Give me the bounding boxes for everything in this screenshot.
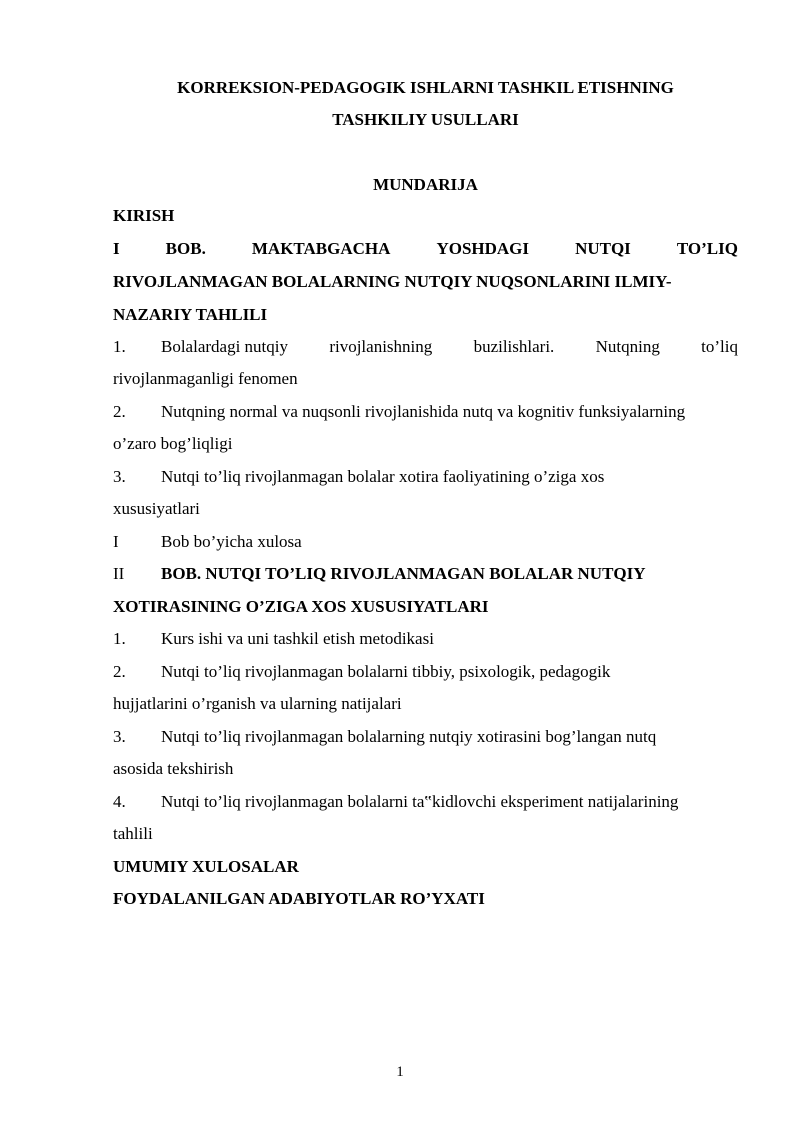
toc-entry-number: 2. <box>113 662 126 681</box>
toc-entry-references: FOYDALANILGAN ADABIYOTLAR RO’YXATI <box>113 889 485 908</box>
document-title-line-2: TASHKILIY USULLARI <box>332 110 519 129</box>
toc-entry-2-2-line-1 <box>113 656 738 688</box>
document-title-line-1: KORREKSION-PEDAGOGIK ISHLARNI TASHKIL ETISHNING <box>177 78 674 97</box>
toc-entry-text: Nutqi to’liq rivojlanmagan bolalarning nutqiy xotirasini bog’langan nutq <box>161 727 657 746</box>
toc-entry-text: Nutqi to’liq rivojlanmagan bolalarni ta‟kidlovchi eksperiment natijalarining <box>161 792 679 811</box>
toc-entry-text: BOB. NUTQI TO’LIQ RIVOJLANMAGAN BOLALAR NUTQIY <box>161 564 646 583</box>
toc-entry-word: rivojlanishning <box>329 337 433 356</box>
toc-entry-1-1-line-1 <box>113 331 738 363</box>
toc-entry-chapter-2-line-2: XOTIRASINING O’ZIGA XOS XUSUSIYATLARI <box>113 597 489 616</box>
toc-entry-number: 4. <box>113 792 126 811</box>
toc-heading: MUNDARIJA <box>373 175 478 194</box>
toc-entry-number: 2. <box>113 402 126 421</box>
toc-entry-conclusions: UMUMIY XULOSALAR <box>113 857 299 876</box>
toc-entry-word: to’liq <box>701 337 738 356</box>
toc-entry-word: Nutqning <box>595 337 660 356</box>
toc-entry-number: 3. <box>113 467 126 486</box>
toc-entry-number: I <box>113 532 119 551</box>
toc-entry-2-3-line-2: asosida tekshirish <box>113 759 234 778</box>
toc-entry-1-2-line-2: o’zaro bog’liqligi <box>113 434 233 453</box>
chapter-1-word: MAKTABGACHA <box>251 239 391 258</box>
page-number: 1 <box>396 1064 404 1080</box>
toc-entry-number-with-text <box>113 331 288 363</box>
toc-entry-text: Kurs ishi va uni tashkil etish metodikasi <box>161 629 434 648</box>
toc-entry-1-3-line-1 <box>113 461 738 493</box>
toc-entry-2-4-line-1 <box>113 786 738 818</box>
toc-entry-text: Nutqi to’liq rivojlanmagan bolalar xotira faoliyatining o’ziga xos <box>161 467 605 486</box>
toc-entry-chapter-1-line-3: NAZARIY TAHLILI <box>113 305 268 324</box>
chapter-1-word: BOB. <box>165 239 206 258</box>
chapter-1-word: NUTQI <box>575 239 631 258</box>
toc-entry-2-2-line-2: hujjatlarini o’rganish va ularning natijalari <box>113 694 402 713</box>
toc-entry-1-2-line-1 <box>113 396 738 428</box>
toc-entry-number: II <box>113 564 125 583</box>
toc-entry-number: 1. <box>113 629 126 648</box>
chapter-1-word: I <box>113 239 120 258</box>
toc-entry-chapter-1-line-1 <box>113 233 738 265</box>
toc-entry-number: 3. <box>113 727 126 746</box>
toc-entry-1-3-line-2: xususiyatlari <box>113 499 200 518</box>
toc-entry-2-3-line-1 <box>113 721 738 753</box>
toc-entry-word: buzilishlari. <box>473 337 555 356</box>
toc-entry-chapter-2-line-1 <box>113 558 738 590</box>
chapter-1-word: YOSHDAGI <box>436 239 530 258</box>
toc-entry-introduction: KIRISH <box>113 206 175 225</box>
toc-entry-chapter-1-line-2: RIVOJLANMAGAN BOLALARNING NUTQIY NUQSONLARINI ILMIY- <box>113 272 672 291</box>
toc-entry-1-1-line-2: rivojlanmaganligi fenomen <box>113 369 298 388</box>
toc-entry-number: 1. <box>113 337 126 356</box>
chapter-1-word: TO’LIQ <box>676 239 738 258</box>
toc-entry-text: Bob bo’yicha xulosa <box>161 532 302 551</box>
toc-entry-2-1-line-1 <box>113 623 738 655</box>
toc-entry-text: Nutqning normal va nuqsonli rivojlanishida nutq va kognitiv funksiyalarning <box>161 402 686 421</box>
toc-entry-chapter-1-summary <box>113 526 738 558</box>
toc-entry-text: Nutqi to’liq rivojlanmagan bolalarni tibbiy, psixologik, pedagogik <box>161 662 611 681</box>
toc-entry-2-4-line-2: tahlili <box>113 824 153 843</box>
toc-entry-word: Bolalardagi nutqiy <box>161 337 289 356</box>
